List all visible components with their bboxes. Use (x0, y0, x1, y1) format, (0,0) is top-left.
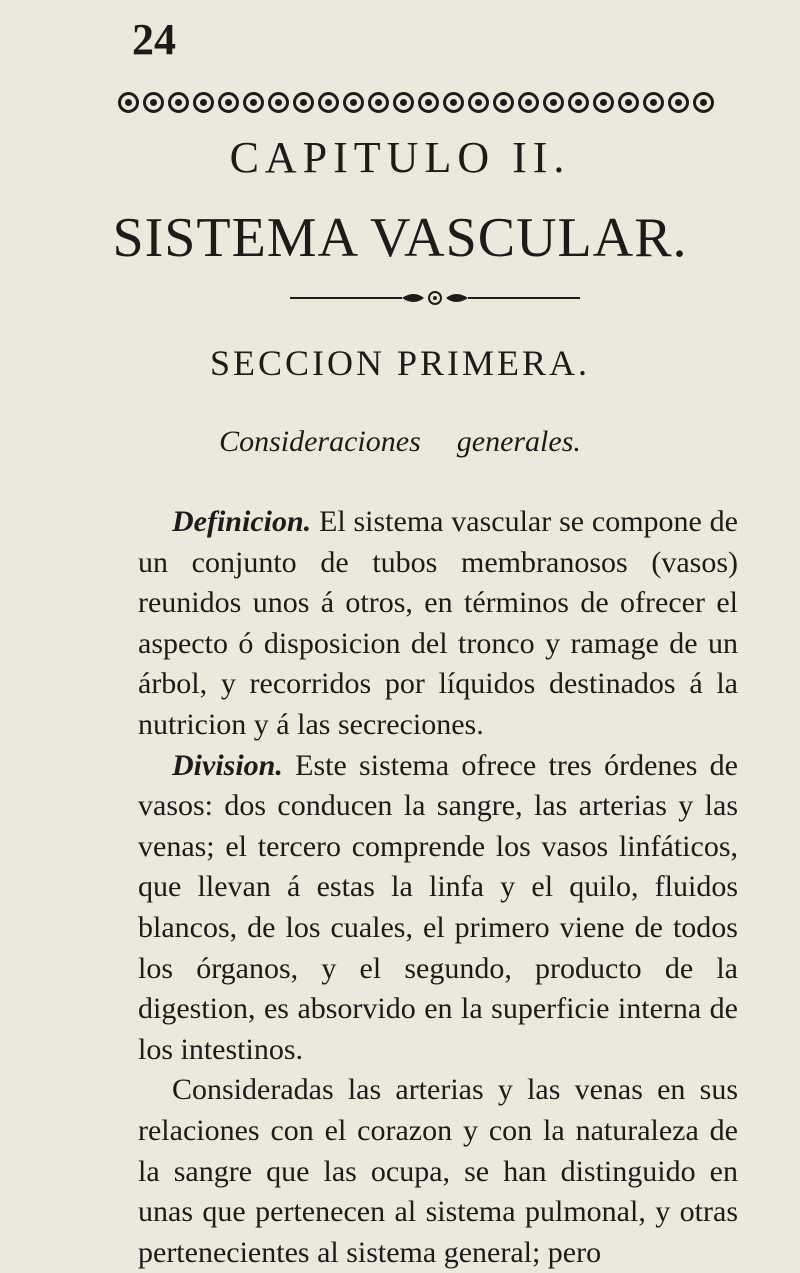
paragraph-definicion (138, 502, 738, 746)
page-number: 24 (132, 15, 176, 64)
paragraph-lead: Division. (172, 748, 283, 782)
paragraph-division (138, 746, 738, 1071)
paragraph-consideradas (138, 1070, 738, 1273)
paragraph-lead: Definicion. (172, 505, 312, 538)
subtitle-part-2: generales. (456, 425, 581, 458)
subtitle-part-1: Consideraciones (219, 425, 421, 458)
section-subtitle (0, 427, 800, 457)
section-heading: SECCION PRIMERA. (209, 343, 591, 383)
chapter-heading: CAPITULO II. (229, 133, 571, 182)
body-text (138, 502, 738, 1273)
chapter-title: SISTEMA VASCULAR. (112, 207, 688, 269)
paragraph-text: Este sistema ofrece tres órdenes de vasos: dos conducen la sangre, las arterias y las venas; el tercero comprende los vasos linfáticos, que llevan á estas la linfa y el quilo, fluidos blancos, de los cuales, el primero viene de todos los órganos, y el segundo, producto de la digestion, es absorvido en la superficie interna de los intestinos. (138, 748, 738, 1066)
ornamental-divider (290, 288, 580, 308)
paragraph-text: Consideradas las arterias y las venas en sus relaciones con el corazon y con la naturaleza de la sangre que las ocupa, se han distinguido en unas que pertenecen al sistema pulmonal, y otras pertenecientes al sistema general; pero (138, 1073, 738, 1269)
paragraph-text: El sistema vascular se compone de un conjunto de tubos membranosos (vasos) reunidos unos á otros, en términos de ofrecer el aspecto ó disposicion del tronco y ramage de un árbol, y recorridos por líquidos destinados á la nutricion y á las secreciones. (138, 505, 738, 741)
ornamental-border (118, 82, 714, 122)
